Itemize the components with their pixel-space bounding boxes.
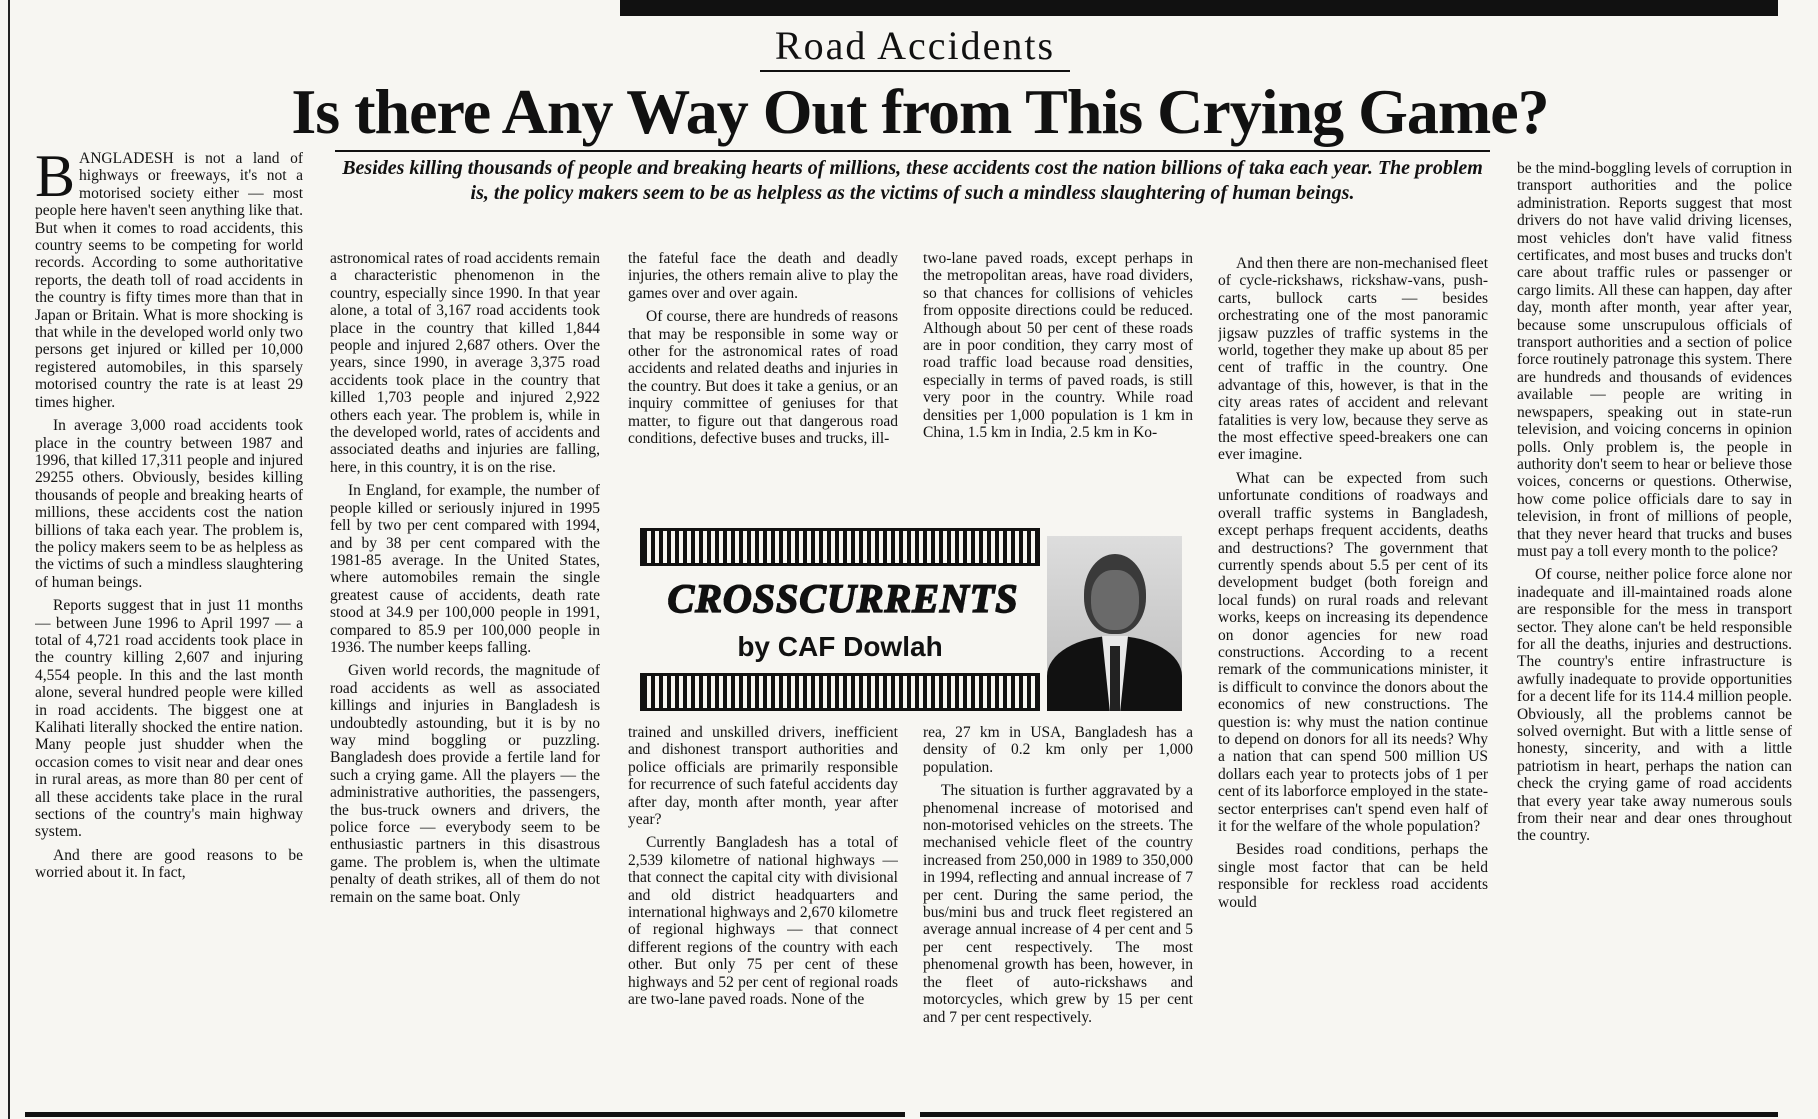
- paragraph: And then there are non-mechanised fleet of cycle-rickshaws, rickshaw-vans, push-carts, bullock carts — besides orchestrating one of the most panoramic jigsaw puzzles of traffic systems in the world, together they make up about 85 per cent of traffic in the country. One advantage of this, however, is that in the city areas rates of accident and relevant fatalities is very low, because they serve as the most effective speed-breakers one can ever imagine.: [1218, 255, 1488, 464]
- section-kicker: Road Accidents: [760, 22, 1070, 72]
- bottom-rule-right: [920, 1112, 1778, 1117]
- paragraph: In England, for example, the number of people killed or seriously injured in 1995 fell by two per cent compared with 1994, and by 38 per cent compared with the 1981-85 average. In the United States, where automobiles remain the single greatest cause of accidents, death rate stood at 34.9 per 100,000 people in 1991, compared to 85.9 per 100,000 people in 1936. The number keeps falling.: [330, 482, 600, 656]
- paragraph: be the mind-boggling levels of corruption in transport authorities and the police administration. Reports suggest that most drivers do not have valid driving licenses, most vehicles don't have valid fitness certificates, and most buses and trucks don't care about traffic rules or passenger or cargo limits. All these can happen, day after day, month after month, year after year, because some unscrupulous officials of transport authorities and a section of police force routinely patronage this system. There are hundreds and thousands of evidences available — people are writing in newspapers, speaking out in state-run television, and voicing concerns in opinion polls. Only problem is, the people in authority don't seem to hear or believe those voices, concerns or questions. Otherwise, how come police officials dare to say in television, in front of millions of people, that they never heard that trucks and buses must pay a toll every month to the police?: [1517, 160, 1792, 560]
- paragraph: Given world records, the magnitude of road accidents as well as associated killings and injuries in Bangladesh is undoubtedly astounding, but it is by no way mind boggling or puzzling. Bangladesh does provide a fertile land for such a crying game. All the players — the administrative authorities, the passengers, the bus-truck owners and drivers, the police force — everybody seem to be enthusiastic partners in this disastrous game. The problem is, when the ultimate penalty of death strikes, all of them do not remain on the same boat. Only: [330, 662, 600, 906]
- paragraph: Of course, neither police force alone nor inadequate and ill-maintained roads alone are responsible for the mess in transport sector. They alone can't be held responsible for all the deaths, injuries and destructions. The country's entire infrastructure is awfully inadequate to provide opportunities for a decent life for its 114.4 million people. Obviously, all the problems cannot be solved overnight. But with a little sense of honesty, sincerity, and with a little patriotism in heart, perhaps the nation can check the crying game of road accidents that every year take away numerous souls from their near and dear ones throughout the country.: [1517, 566, 1792, 845]
- paragraph: BANGLADESH is not a land of highways or freeways, it's not a motorised society either — most people here haven't seen anything like that. But when it comes to road accidents, this country seems to be competing for world records. According to some authoritative reports, the death toll of road accidents in the country is fifty times more than that in Japan or Britain. What is more shocking is that while in the developed world only two persons get injured or killed per 10,000 registered automobiles, in this sparsely motorised country the rate is at least 29 times higher.: [35, 150, 303, 411]
- page-edge-rule: [8, 0, 10, 1119]
- article-column-4-bottom: [923, 724, 1193, 1104]
- byline: by CAF Dowlah: [737, 631, 943, 662]
- bottom-rule-left: [25, 1112, 905, 1117]
- paragraph: Besides road conditions, perhaps the single most factor that can be held responsible for reckless road accidents would: [1218, 841, 1488, 911]
- paragraph: astronomical rates of road accidents remain a characteristic phenomenon in the country, especially since 1990. In that year alone, a total of 3,167 road accidents took place in the country that killed 1,844 people and injured 2,687 others. Over the years, since 1990, in average 3,375 road accidents took place in the country that killed 1,703 people and injured 2,922 others each year. The problem is, while in the developed world, rates of accidents and associated deaths and injuries are falling, here, in this country, it is on the rise.: [330, 250, 600, 476]
- drop-cap: B: [35, 150, 76, 209]
- author-portrait: [1047, 536, 1182, 711]
- portrait-face: [1091, 570, 1139, 630]
- article-column-1: [35, 150, 303, 1105]
- paragraph: Of course, there are hundreds of reasons that may be responsible in some way or other for the astronomical rates of road accidents and related deaths and injuries in the country. But does it take a genius, or an inquiry committee of geniuses for that matter, to figure out that dangerous road conditions, defective buses and trucks, ill-: [628, 308, 898, 448]
- paragraph: rea, 27 km in USA, Bangladesh has a density of 0.2 km only per 1,000 population.: [923, 724, 1193, 776]
- paragraph: the fateful face the death and deadly injuries, the others remain alive to play the games over and over again.: [628, 250, 898, 302]
- stripe-bar-top: [640, 528, 1040, 566]
- paragraph: The situation is further aggravated by a phenomenal increase of motorised and non-motorised vehicles on the streets. The mechanised vehicle fleet of the country increased from 250,000 in 1989 to 350,000 in 1994, reflecting and annual increase of 7 per cent. During the same period, the bus/mini bus and truck fleet registered an average annual increase of 4 per cent and 5 per cent respectively. The most phenomenal growth has been, however, in the fleet of auto-rickshaws and motorcycles, which grew by 15 per cent and 7 per cent respectively.: [923, 782, 1193, 1026]
- paragraph: trained and unskilled drivers, inefficient and dishonest transport authorities and police officials are primarily responsible for recurrence of such fateful accidents day after day, month after month, year after year?: [628, 724, 898, 829]
- paragraph: two-lane paved roads, except perhaps in the metropolitan areas, have road dividers, so that chances for collisions of vehicles from opposite directions could be reduced. Although about 50 per cent of these roads are in poor condition, they carry most of road traffic load because road densities, especially in terms of paved roads, is still very poor in the country. While road densities per 1,000 population is 1 km in China, 1.5 km in India, 2.5 km in Ko-: [923, 250, 1193, 442]
- column-name: CROSSCURRENTS: [648, 578, 1038, 620]
- stripe-bar-bottom: [640, 673, 1040, 711]
- deck-standfirst: Besides killing thousands of people and breaking hearts of millions, these accidents cost the nation billions of taka each year. The problem is, the policy makers seem to be as helpless as the victims of such a mindless slaughtering of human beings.: [335, 150, 1490, 206]
- article-column-6: [1517, 160, 1792, 1105]
- top-rule: [620, 0, 1778, 16]
- article-column-3-top: [628, 250, 898, 508]
- paragraph: What can be expected from such unfortunate conditions of roadways and overall traffic systems in Bangladesh, except perhaps frequent accidents, deaths and destructions? The government that currently spends about 5.5 per cent of its development budget (both foreign and local funds) on rural roads and relevant works, keeps on increasing its dependence on donor agencies for new road constructions. According to a recent remark of the communications minister, it is difficult to convince the donors about the economics of new constructions. The question is: why must the nation continue to depend on donors for all its needs? Why a nation that can spend 500 million US dollars each year to protects jobs of 1 per cent of its laborforce employed in the state-sector enterprises can't spend even half of it for the welfare of the whole population?: [1218, 469, 1488, 835]
- paragraph: And there are good reasons to be worried about it. In fact,: [35, 846, 303, 882]
- paragraph: Currently Bangladesh has a total of 2,539 kilometre of national highways — that connect the capital city with divisional and old district headquarters and international highways and 2,670 kilometre of regional highways — that connect different regions of the country with each other. But only 75 per cent of these highways and 52 per cent of regional roads are two-lane paved roads. None of the: [628, 834, 898, 1009]
- column-logo-box: [640, 528, 1182, 711]
- article-column-3-bottom: [628, 724, 898, 1104]
- article-column-2: [330, 250, 600, 1105]
- headline: Is there Any Way Out from This Crying Game?: [291, 76, 1549, 147]
- article-column-5: [1218, 255, 1488, 1105]
- portrait-tie: [1110, 646, 1120, 711]
- paragraph: In average 3,000 road accidents took place in the country between 1987 and 1996, that killed 17,311 people and injured 29255 others. Obviously, besides killing thousands of people and breaking hearts of millions, these accidents cost the nation billions of taka each year. The problem is, the policy makers seem to be as helpless as the victims of such a mindless slaughtering of human beings.: [35, 417, 303, 591]
- paragraph: Reports suggest that in just 11 months — between June 1996 to April 1997 — a total of 4,721 road accidents took place in the country killing 2,607 and injuring 4,554 people. In this and the last month alone, several hundred people were killed in road accidents. The biggest one at Kalihati literally shocked the entire nation. Many people just shudder when the occasion comes to visit near and dear ones in rural areas, as more than 80 per cent of all these accidents take place in the rural sections of the country's main highway system.: [35, 597, 303, 841]
- article-column-4-top: [923, 250, 1193, 508]
